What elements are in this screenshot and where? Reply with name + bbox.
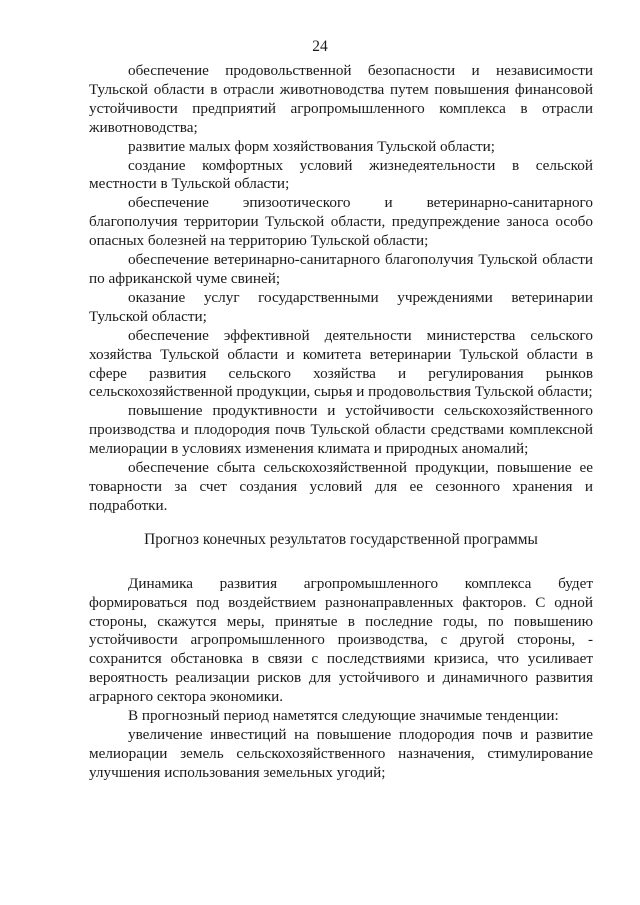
goal-paragraph: развитие малых форм хозяйствования Тульской области;	[128, 137, 496, 155]
goal-paragraph: обеспечение эффективной деятельности министерства сельского хозяйства Тульской области и комитета ветеринарии Тульской области в сфере развития сельского хозяйства и регулирования рынков сельскохозяйственной продукции, сырья и продовольствия Тульской области;	[89, 326, 593, 401]
goal-paragraph: оказание услуг государственными учреждениями ветеринарии Тульской области;	[89, 288, 593, 325]
forecast-paragraph: увеличение инвестиций на повышение плодородия почв и развитие мелиорации земель сельскохозяйственного назначения, стимулирование улучшения использования земельных угодий;	[89, 726, 593, 781]
goals-list	[89, 62, 593, 516]
page-body	[89, 62, 593, 783]
forecast-paragraph: В прогнозный период наметятся следующие значимые тенденции:	[128, 707, 559, 725]
goal-paragraph: создание комфортных условий жизнедеятельности в сельской местности в Тульской области;	[89, 156, 593, 193]
goal-paragraph: обеспечение эпизоотического и ветеринарно-санитарного благополучия территории Тульской области, предупреждение заноса особо опасных болезней на территорию Тульской области;	[89, 194, 593, 250]
goal-paragraph: обеспечение ветеринарно-санитарного благополучия Тульской области по африканской чуме свиней;	[89, 251, 593, 287]
page-number: 24	[312, 38, 328, 55]
section-heading: Прогноз конечных результатов государственной программы	[144, 530, 538, 548]
goal-paragraph: повышение продуктивности и устойчивости сельскохозяйственного производства и плодородия почв Тульской области средствами комплексной мелиорации в условиях изменения климата и природных аномалий;	[89, 402, 593, 458]
goal-paragraph: обеспечение продовольственной безопасности и независимости Тульской области в отрасли животноводства путем повышения финансовой устойчивости предприятий агропромышленного комплекса в отрасли животноводства;	[89, 62, 593, 136]
forecast-paragraph: Динамика развития агропромышленного комплекса будет формироваться под воздействием разнонаправленных факторов. С одной стороны, скажутся меры, принятые в последние годы, по повышению устойчивости агропромышленного производства, с другой стороны, - сохранится обстановка в связи с последствиями кризиса, что усиливает вероятность реализации рисков для устойчивого и динамичного развития аграрного сектора экономики.	[89, 574, 593, 706]
goal-paragraph: обеспечение сбыта сельскохозяйственной продукции, повышение ее товарности за счет создания условий для ее сезонного хранения и подработки.	[89, 459, 593, 514]
forecast-section	[89, 575, 593, 783]
